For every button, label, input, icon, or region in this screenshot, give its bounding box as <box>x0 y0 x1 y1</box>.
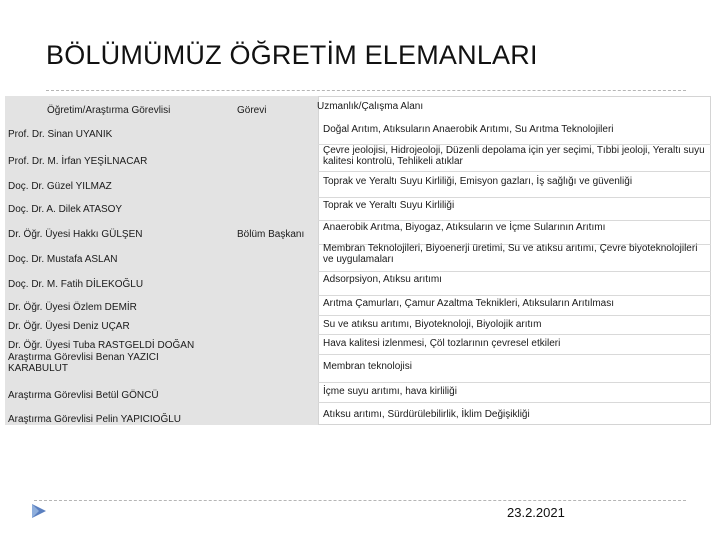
footer-divider <box>34 500 686 501</box>
header-area: Uzmanlık/Çalışma Alanı <box>317 101 424 112</box>
member-name: Dr. Öğr. Üyesi Tuba RASTGELDİ DOĞAN <box>8 340 195 351</box>
member-name: Doç. Dr. M. Fatih DİLEKOĞLU <box>8 279 144 290</box>
expertise-area: Membran Teknolojileri, Biyoenerji üretimi, Su ve atıksu arıtımı, Çevre biyoteknolojileri ve uygulamaları <box>323 243 698 265</box>
member-name: Dr. Öğr. Üyesi Hakkı GÜLŞEN <box>8 229 143 240</box>
member-role: Bölüm Başkanı <box>237 229 305 240</box>
row-divider <box>318 354 711 355</box>
row-divider <box>318 295 711 296</box>
member-name: Prof. Dr. M. İrfan YEŞİLNACAR <box>8 156 148 167</box>
header-role: Görevi <box>237 105 267 116</box>
row-divider <box>318 382 711 383</box>
row-divider <box>318 402 711 403</box>
expertise-area: Çevre jeolojisi, Hidrojeoloji, Düzenli depolama için yer seçimi, Tıbbi jeoloji, Yeraltı suyu kalitesi kontrolü, Tehlikeli atıklar <box>323 145 705 167</box>
row-divider <box>318 334 711 335</box>
member-name: Araştırma Görevlisi Benan YAZICI KARABULUT <box>8 352 159 374</box>
expertise-area: Arıtma Çamurları, Çamur Azaltma Teknikleri, Atıksuların Arıtılması <box>323 298 615 309</box>
title-divider <box>46 90 686 91</box>
expertise-area: Anaerobik Arıtma, Biyogaz, Atıksuların ve İçme Sularının Arıtımı <box>323 222 606 233</box>
row-divider <box>318 171 711 172</box>
staff-table <box>5 96 711 425</box>
expertise-area: Su ve atıksu arıtımı, Biyoteknoloji, Biyolojik arıtım <box>323 319 542 330</box>
slide-date: 23.2.2021 <box>507 505 565 520</box>
row-divider <box>318 271 711 272</box>
expertise-area: Membran teknolojisi <box>323 361 412 372</box>
expertise-area: Toprak ve Yeraltı Suyu Kirliliği, Emisyon gazları, İş sağlığı ve güvenliği <box>323 176 633 187</box>
member-name: Araştırma Görevlisi Pelin YAPICIOĞLU <box>8 414 182 425</box>
member-name: Prof. Dr. Sinan UYANIK <box>8 129 113 140</box>
expertise-area: Atıksu arıtımı, Sürdürülebilirlik, İklim Değişikliği <box>323 409 530 420</box>
row-divider <box>318 197 711 198</box>
page-title: BÖLÜMÜMÜZ ÖĞRETİM ELEMANLARI <box>46 40 538 70</box>
expertise-area: İçme suyu arıtımı, hava kirliliği <box>323 386 457 397</box>
member-name: Doç. Dr. A. Dilek ATASOY <box>8 204 123 215</box>
row-divider <box>318 220 711 221</box>
expertise-area: Doğal Arıtım, Atıksuların Anaerobik Arıtımı, Su Arıtma Teknolojileri <box>323 124 614 135</box>
member-name: Dr. Öğr. Üyesi Özlem DEMİR <box>8 302 137 313</box>
row-divider <box>318 315 711 316</box>
member-name: Doç. Dr. Güzel YILMAZ <box>8 181 112 192</box>
chevron-right-icon[interactable] <box>30 503 48 519</box>
header-member: Öğretim/Araştırma Görevlisi <box>47 105 171 116</box>
expertise-area: Adsorpsiyon, Atıksu arıtımı <box>323 274 442 285</box>
member-name: Dr. Öğr. Üyesi Deniz UÇAR <box>8 321 130 332</box>
member-name: Doç. Dr. Mustafa ASLAN <box>8 254 118 265</box>
member-name: Araştırma Görevlisi Betül GÖNCÜ <box>8 390 159 401</box>
expertise-area: Toprak ve Yeraltı Suyu Kirliliği <box>323 200 455 211</box>
expertise-area: Hava kalitesi izlenmesi, Çöl tozlarının çevresel etkileri <box>323 338 561 349</box>
